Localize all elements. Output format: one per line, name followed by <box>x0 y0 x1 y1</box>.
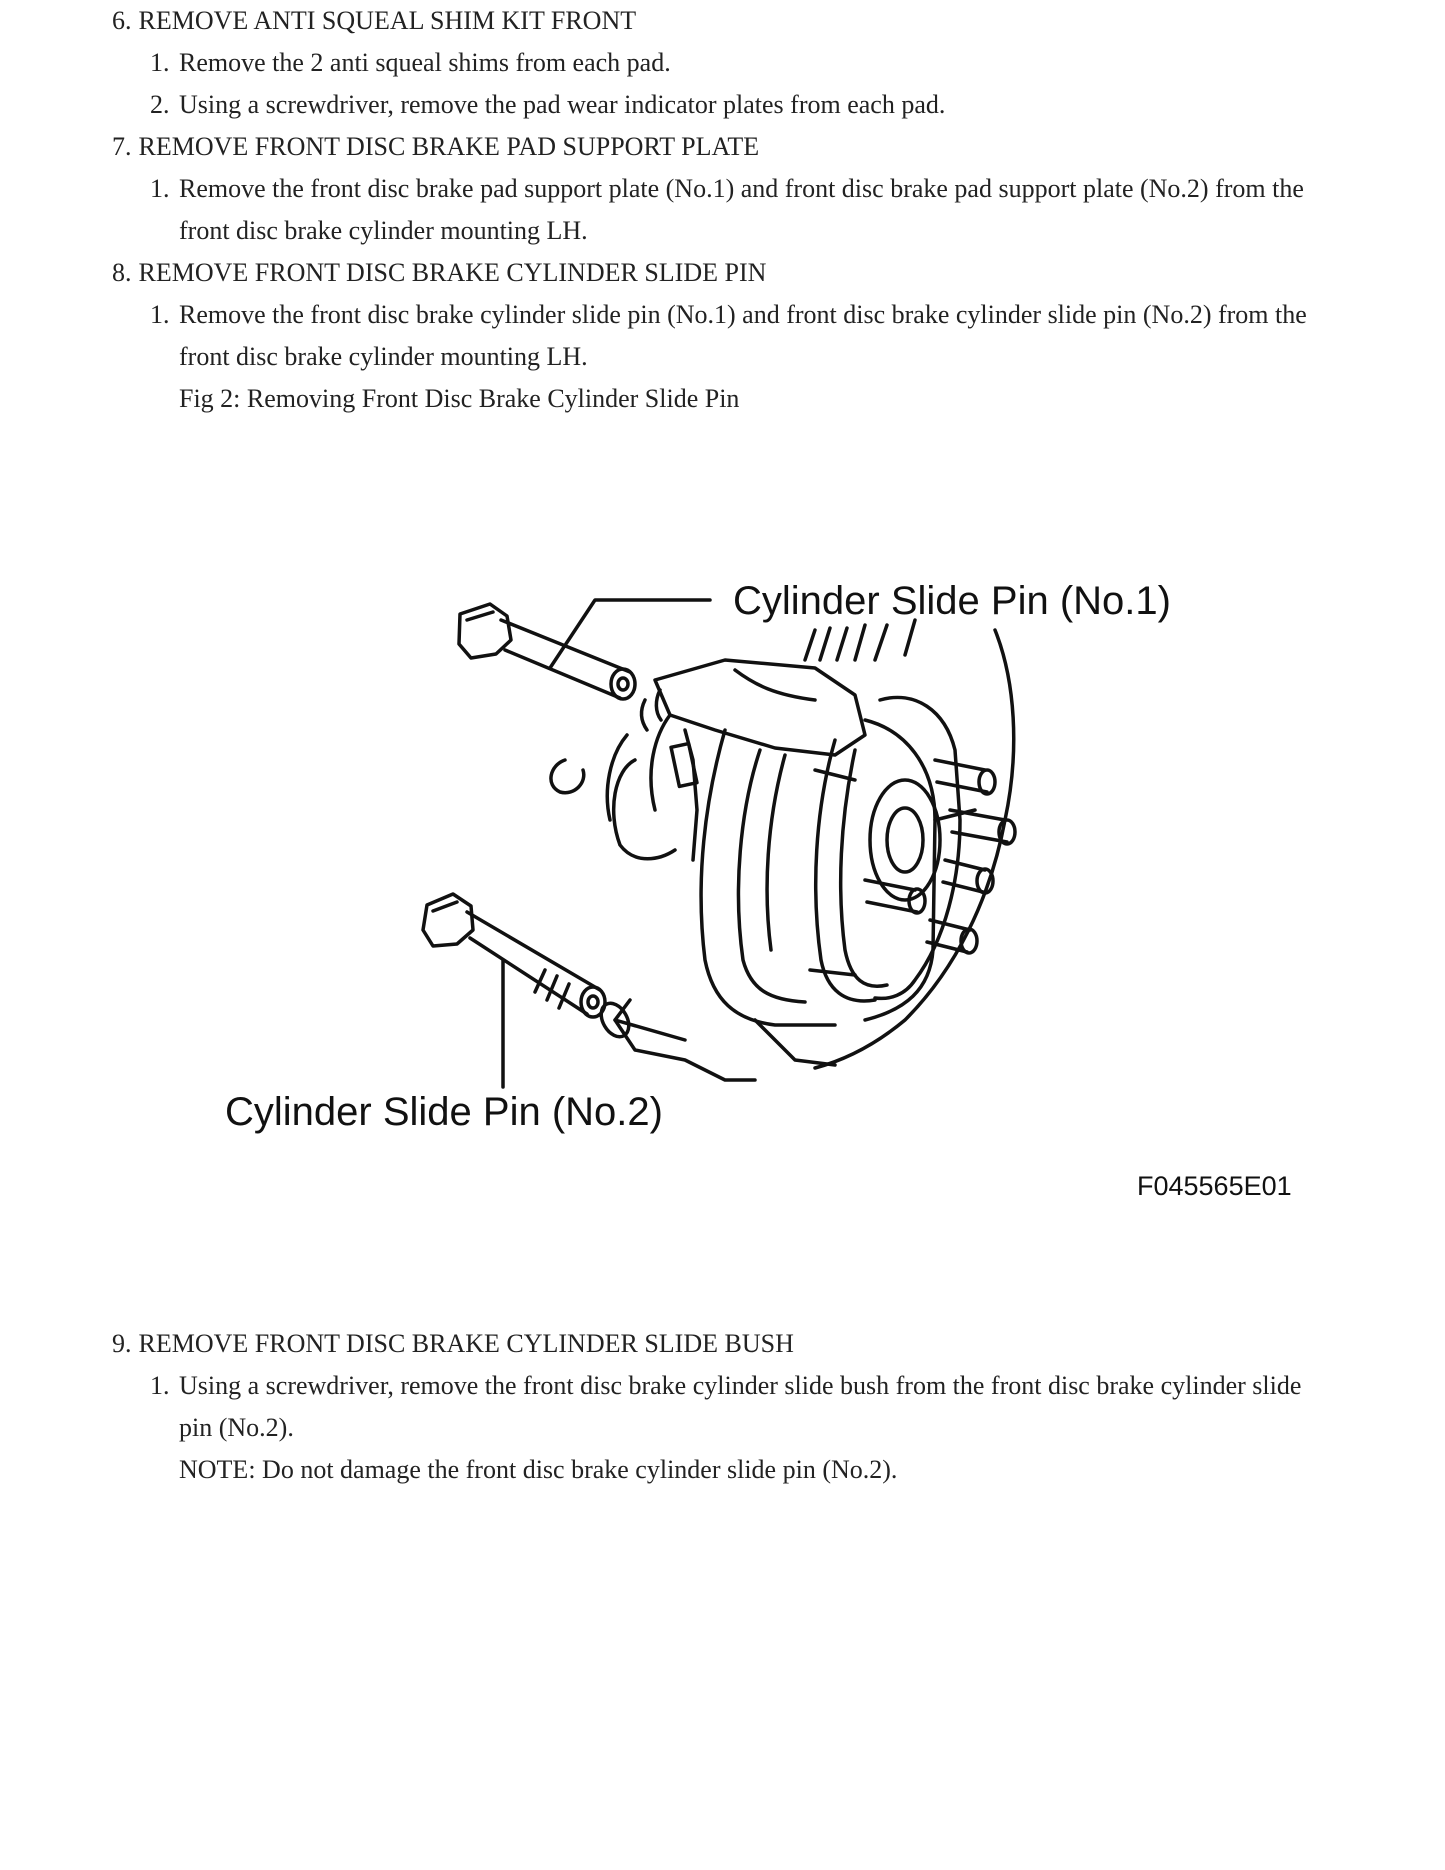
step-number: 9. <box>112 1329 132 1358</box>
label-slide-pin-1: Cylinder Slide Pin (No.1) <box>733 579 1171 623</box>
step-7-substep-1 <box>150 168 1330 252</box>
substep-text: Remove the 2 anti squeal shims from each pad. <box>179 48 671 77</box>
step-number: 6. <box>112 6 132 35</box>
step-6-heading <box>112 0 636 42</box>
step-9-heading <box>112 1323 794 1365</box>
substep-number: 2. <box>150 90 170 119</box>
substep-text: Using a screwdriver, remove the pad wear indicator plates from each pad. <box>179 90 946 119</box>
step-8-substep-1 <box>150 294 1330 378</box>
hatch-lines <box>805 620 915 660</box>
substep-text: Using a screwdriver, remove the front disc brake cylinder slide bush from the front disc brake cylinder slide pin (No.2). <box>179 1371 1302 1442</box>
step-title: REMOVE FRONT DISC BRAKE CYLINDER SLIDE BUSH <box>138 1329 794 1358</box>
substep-text: Remove the front disc brake cylinder slide pin (No.1) and front disc brake cylinder slide pin (No.2) from the front disc brake cylinder mounting LH. <box>179 300 1307 371</box>
slide-pin-2 <box>423 894 605 1017</box>
step-number: 8. <box>112 258 132 287</box>
step-9-note: NOTE: Do not damage the front disc brake cylinder slide pin (No.2). <box>179 1455 898 1484</box>
substep-number: 1. <box>150 1371 170 1400</box>
figure-code: F045565E01 <box>1137 1171 1292 1201</box>
step-6-substep-2 <box>150 84 1330 126</box>
step-title: REMOVE FRONT DISC BRAKE CYLINDER SLIDE PIN <box>138 258 767 287</box>
substep-number: 1. <box>150 174 170 203</box>
leader-line-pin1 <box>550 600 710 668</box>
figure-caption: Fig 2: Removing Front Disc Brake Cylinder Slide Pin <box>179 384 740 413</box>
step-6-substep-1 <box>150 42 1330 84</box>
substep-text: Remove the front disc brake pad support plate (No.1) and front disc brake pad support plate (No.2) from the front disc brake cylinder mounting LH. <box>179 174 1304 245</box>
label-slide-pin-2: Cylinder Slide Pin (No.2) <box>225 1090 663 1134</box>
wheel-hub <box>865 697 1015 998</box>
slide-pin-1 <box>459 604 635 699</box>
step-number: 7. <box>112 132 132 161</box>
step-title: REMOVE ANTI SQUEAL SHIM KIT FRONT <box>138 6 637 35</box>
step-9-substep-1 <box>150 1365 1330 1449</box>
step-title: REMOVE FRONT DISC BRAKE PAD SUPPORT PLATE <box>138 132 760 161</box>
slide-pin-figure <box>215 520 1325 1220</box>
step-8-heading <box>112 252 766 294</box>
caliper-drawing <box>215 520 1325 1220</box>
substep-number: 1. <box>150 48 170 77</box>
step-7-heading <box>112 126 759 168</box>
brake-disc <box>815 630 1014 1068</box>
substep-number: 1. <box>150 300 170 329</box>
